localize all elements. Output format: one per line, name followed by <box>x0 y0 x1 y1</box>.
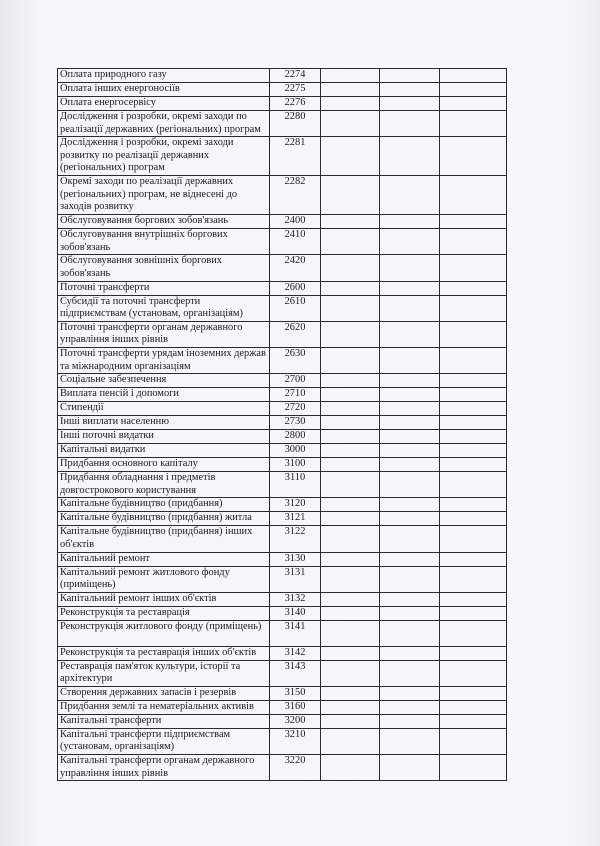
expenditure-code-cell: 3131 <box>270 566 321 592</box>
empty-value-cell-2 <box>380 111 440 137</box>
table-body <box>58 69 507 781</box>
table-row <box>58 714 507 728</box>
expenditure-name-cell: Придбання обладнання і предметів довгострокового користування <box>58 472 270 498</box>
empty-value-cell-2 <box>380 700 440 714</box>
empty-value-cell-3 <box>440 229 507 255</box>
empty-value-cell-1 <box>321 416 380 430</box>
expenditure-code-cell: 2700 <box>270 374 321 388</box>
empty-value-cell-2 <box>380 255 440 281</box>
table-row <box>58 416 507 430</box>
empty-value-cell-1 <box>321 321 380 347</box>
empty-value-cell-3 <box>440 526 507 552</box>
expenditure-code-cell: 3100 <box>270 458 321 472</box>
expenditure-code-cell: 2280 <box>270 111 321 137</box>
expenditure-code-cell: 3160 <box>270 700 321 714</box>
expenditure-name-cell: Реставрація пам'яток культури, історії та архітектури <box>58 660 270 686</box>
empty-value-cell-2 <box>380 281 440 295</box>
empty-value-cell-1 <box>321 255 380 281</box>
expenditure-name-cell: Реконструкція та реставрація <box>58 606 270 620</box>
expenditure-code-cell: 2282 <box>270 176 321 215</box>
empty-value-cell-2 <box>380 728 440 754</box>
expenditure-name-cell: Стипендії <box>58 402 270 416</box>
empty-value-cell-2 <box>380 566 440 592</box>
empty-value-cell-3 <box>440 388 507 402</box>
empty-value-cell-3 <box>440 444 507 458</box>
empty-value-cell-3 <box>440 281 507 295</box>
empty-value-cell-3 <box>440 255 507 281</box>
empty-value-cell-1 <box>321 526 380 552</box>
table-row <box>58 728 507 754</box>
empty-value-cell-1 <box>321 388 380 402</box>
empty-value-cell-3 <box>440 83 507 97</box>
expenditure-name-cell: Реконструкція та реставрація інших об'єктів <box>58 646 270 660</box>
table-row <box>58 97 507 111</box>
table-row <box>58 755 507 781</box>
expenditure-code-cell: 3210 <box>270 728 321 754</box>
empty-value-cell-3 <box>440 69 507 83</box>
table-row <box>58 388 507 402</box>
expenditure-name-cell: Створення державних запасів і резервів <box>58 686 270 700</box>
empty-value-cell-1 <box>321 660 380 686</box>
empty-value-cell-3 <box>440 700 507 714</box>
empty-value-cell-2 <box>380 97 440 111</box>
empty-value-cell-1 <box>321 137 380 176</box>
empty-value-cell-3 <box>440 321 507 347</box>
empty-value-cell-3 <box>440 660 507 686</box>
table-row <box>58 566 507 592</box>
table-row <box>58 83 507 97</box>
expenditure-name-cell: Обслуговування внутрішніх боргових зобов'язань <box>58 229 270 255</box>
expenditure-code-cell: 2730 <box>270 416 321 430</box>
table-row <box>58 646 507 660</box>
table-row <box>58 606 507 620</box>
expenditure-name-cell: Капітальне будівництво (придбання) інших об'єктів <box>58 526 270 552</box>
expenditure-name-cell: Реконструкція житлового фонду (приміщень) <box>58 620 270 646</box>
empty-value-cell-1 <box>321 281 380 295</box>
empty-value-cell-2 <box>380 498 440 512</box>
expenditure-name-cell: Капітальний ремонт житлового фонду (приміщень) <box>58 566 270 592</box>
empty-value-cell-1 <box>321 498 380 512</box>
expenditure-name-cell: Капітальний ремонт інших об'єктів <box>58 592 270 606</box>
empty-value-cell-3 <box>440 402 507 416</box>
empty-value-cell-2 <box>380 472 440 498</box>
expenditure-name-cell: Окремі заходи по реалізації державних (регіональних) програм, не віднесені до заходів розвитку <box>58 176 270 215</box>
expenditure-name-cell: Капітальне будівництво (придбання) <box>58 498 270 512</box>
expenditure-code-cell: 2720 <box>270 402 321 416</box>
expenditure-name-cell: Оплата енергосервісу <box>58 97 270 111</box>
empty-value-cell-1 <box>321 700 380 714</box>
empty-value-cell-3 <box>440 512 507 526</box>
empty-value-cell-3 <box>440 430 507 444</box>
expenditure-name-cell: Дослідження і розробки, окремі заходи розвитку по реалізації державних (регіональних) програм <box>58 137 270 176</box>
empty-value-cell-3 <box>440 416 507 430</box>
table-row <box>58 281 507 295</box>
expenditure-code-cell: 2274 <box>270 69 321 83</box>
table-row <box>58 137 507 176</box>
empty-value-cell-1 <box>321 229 380 255</box>
table-row <box>58 347 507 373</box>
table-row <box>58 229 507 255</box>
empty-value-cell-2 <box>380 444 440 458</box>
table-row <box>58 472 507 498</box>
table-row <box>58 176 507 215</box>
table-row <box>58 255 507 281</box>
expenditure-code-cell: 3110 <box>270 472 321 498</box>
empty-value-cell-2 <box>380 374 440 388</box>
empty-value-cell-1 <box>321 606 380 620</box>
expenditure-code-cell: 3140 <box>270 606 321 620</box>
empty-value-cell-1 <box>321 512 380 526</box>
empty-value-cell-2 <box>380 69 440 83</box>
expenditure-name-cell: Капітальні трансферти <box>58 714 270 728</box>
empty-value-cell-3 <box>440 714 507 728</box>
expenditure-code-cell: 3120 <box>270 498 321 512</box>
expenditure-code-cell: 2610 <box>270 295 321 321</box>
budget-expenditure-table <box>57 68 507 781</box>
expenditure-name-cell: Капітальні трансферти підприємствам (установам, організаціям) <box>58 728 270 754</box>
empty-value-cell-3 <box>440 620 507 646</box>
empty-value-cell-3 <box>440 552 507 566</box>
table-row <box>58 620 507 646</box>
table-row <box>58 686 507 700</box>
empty-value-cell-1 <box>321 444 380 458</box>
empty-value-cell-3 <box>440 111 507 137</box>
empty-value-cell-1 <box>321 592 380 606</box>
empty-value-cell-1 <box>321 430 380 444</box>
expenditure-name-cell: Капітальне будівництво (придбання) житла <box>58 512 270 526</box>
empty-value-cell-1 <box>321 69 380 83</box>
empty-value-cell-3 <box>440 347 507 373</box>
empty-value-cell-2 <box>380 714 440 728</box>
expenditure-name-cell: Поточні трансферти органам державного управління інших рівнів <box>58 321 270 347</box>
empty-value-cell-3 <box>440 498 507 512</box>
empty-value-cell-2 <box>380 176 440 215</box>
empty-value-cell-3 <box>440 566 507 592</box>
expenditure-code-cell: 2410 <box>270 229 321 255</box>
expenditure-name-cell: Дослідження і розробки, окремі заходи по реалізації державних (регіональних) програм <box>58 111 270 137</box>
expenditure-code-cell: 2400 <box>270 215 321 229</box>
empty-value-cell-2 <box>380 416 440 430</box>
empty-value-cell-1 <box>321 686 380 700</box>
empty-value-cell-1 <box>321 402 380 416</box>
empty-value-cell-1 <box>321 646 380 660</box>
expenditure-name-cell: Поточні трансферти урядам іноземних держав та міжнародним організаціям <box>58 347 270 373</box>
empty-value-cell-1 <box>321 374 380 388</box>
empty-value-cell-1 <box>321 755 380 781</box>
expenditure-code-cell: 3132 <box>270 592 321 606</box>
empty-value-cell-2 <box>380 660 440 686</box>
empty-value-cell-1 <box>321 472 380 498</box>
expenditure-name-cell: Оплата природного газу <box>58 69 270 83</box>
expenditure-name-cell: Інші виплати населенню <box>58 416 270 430</box>
expenditure-code-cell: 2620 <box>270 321 321 347</box>
empty-value-cell-3 <box>440 606 507 620</box>
empty-value-cell-3 <box>440 137 507 176</box>
empty-value-cell-1 <box>321 83 380 97</box>
table-row <box>58 374 507 388</box>
empty-value-cell-1 <box>321 620 380 646</box>
empty-value-cell-3 <box>440 686 507 700</box>
empty-value-cell-3 <box>440 295 507 321</box>
empty-value-cell-3 <box>440 755 507 781</box>
expenditure-code-cell: 3122 <box>270 526 321 552</box>
expenditure-name-cell: Придбання основного капіталу <box>58 458 270 472</box>
empty-value-cell-1 <box>321 347 380 373</box>
empty-value-cell-1 <box>321 714 380 728</box>
expenditure-code-cell: 3130 <box>270 552 321 566</box>
expenditure-code-cell: 2420 <box>270 255 321 281</box>
empty-value-cell-3 <box>440 215 507 229</box>
expenditure-name-cell: Обслуговування боргових зобов'язань <box>58 215 270 229</box>
expenditure-code-cell: 2276 <box>270 97 321 111</box>
table-row <box>58 402 507 416</box>
expenditure-name-cell: Капітальні видатки <box>58 444 270 458</box>
empty-value-cell-1 <box>321 111 380 137</box>
empty-value-cell-1 <box>321 176 380 215</box>
table-row <box>58 526 507 552</box>
empty-value-cell-2 <box>380 552 440 566</box>
empty-value-cell-1 <box>321 728 380 754</box>
empty-value-cell-2 <box>380 83 440 97</box>
table-row <box>58 660 507 686</box>
table-row <box>58 458 507 472</box>
empty-value-cell-3 <box>440 458 507 472</box>
table-row <box>58 215 507 229</box>
table-row <box>58 552 507 566</box>
table-row <box>58 512 507 526</box>
empty-value-cell-2 <box>380 646 440 660</box>
empty-value-cell-2 <box>380 430 440 444</box>
expenditure-name-cell: Виплата пенсій і допомоги <box>58 388 270 402</box>
expenditure-code-cell: 3200 <box>270 714 321 728</box>
empty-value-cell-3 <box>440 728 507 754</box>
expenditure-code-cell: 2281 <box>270 137 321 176</box>
expenditure-code-cell: 3141 <box>270 620 321 646</box>
empty-value-cell-2 <box>380 606 440 620</box>
table-row <box>58 498 507 512</box>
empty-value-cell-3 <box>440 472 507 498</box>
empty-value-cell-1 <box>321 566 380 592</box>
expenditure-code-cell: 2275 <box>270 83 321 97</box>
empty-value-cell-1 <box>321 97 380 111</box>
empty-value-cell-2 <box>380 295 440 321</box>
table-row <box>58 69 507 83</box>
expenditure-code-cell: 2600 <box>270 281 321 295</box>
table-row <box>58 295 507 321</box>
empty-value-cell-2 <box>380 592 440 606</box>
expenditure-name-cell: Соціальне забезпечення <box>58 374 270 388</box>
empty-value-cell-1 <box>321 215 380 229</box>
empty-value-cell-3 <box>440 176 507 215</box>
empty-value-cell-2 <box>380 755 440 781</box>
expenditure-code-cell: 3121 <box>270 512 321 526</box>
empty-value-cell-2 <box>380 512 440 526</box>
expenditure-code-cell: 3220 <box>270 755 321 781</box>
expenditure-name-cell: Інші поточні видатки <box>58 430 270 444</box>
table-row <box>58 430 507 444</box>
empty-value-cell-2 <box>380 686 440 700</box>
expenditure-name-cell: Поточні трансферти <box>58 281 270 295</box>
empty-value-cell-2 <box>380 347 440 373</box>
expenditure-code-cell: 3142 <box>270 646 321 660</box>
empty-value-cell-2 <box>380 458 440 472</box>
empty-value-cell-2 <box>380 321 440 347</box>
table-row <box>58 321 507 347</box>
expenditure-name-cell: Придбання землі та нематеріальних активів <box>58 700 270 714</box>
expenditure-code-cell: 3150 <box>270 686 321 700</box>
table-row <box>58 592 507 606</box>
expenditure-name-cell: Обслуговування зовнішніх боргових зобов'язань <box>58 255 270 281</box>
empty-value-cell-1 <box>321 458 380 472</box>
empty-value-cell-3 <box>440 646 507 660</box>
expenditure-name-cell: Капітальний ремонт <box>58 552 270 566</box>
empty-value-cell-2 <box>380 526 440 552</box>
expenditure-code-cell: 2710 <box>270 388 321 402</box>
empty-value-cell-2 <box>380 620 440 646</box>
expenditure-name-cell: Оплата інших енергоносіїв <box>58 83 270 97</box>
empty-value-cell-1 <box>321 552 380 566</box>
expenditure-code-cell: 2630 <box>270 347 321 373</box>
empty-value-cell-2 <box>380 215 440 229</box>
expenditure-code-cell: 3143 <box>270 660 321 686</box>
table-row <box>58 111 507 137</box>
expenditure-code-cell: 2800 <box>270 430 321 444</box>
expenditure-code-cell: 3000 <box>270 444 321 458</box>
table-row <box>58 700 507 714</box>
empty-value-cell-1 <box>321 295 380 321</box>
empty-value-cell-3 <box>440 592 507 606</box>
empty-value-cell-2 <box>380 137 440 176</box>
expenditure-name-cell: Капітальні трансферти органам державного управління інших рівнів <box>58 755 270 781</box>
empty-value-cell-3 <box>440 97 507 111</box>
empty-value-cell-2 <box>380 402 440 416</box>
empty-value-cell-2 <box>380 388 440 402</box>
expenditure-name-cell: Субсидії та поточні трансферти підприємствам (установам, організаціям) <box>58 295 270 321</box>
empty-value-cell-3 <box>440 374 507 388</box>
table-row <box>58 444 507 458</box>
empty-value-cell-2 <box>380 229 440 255</box>
